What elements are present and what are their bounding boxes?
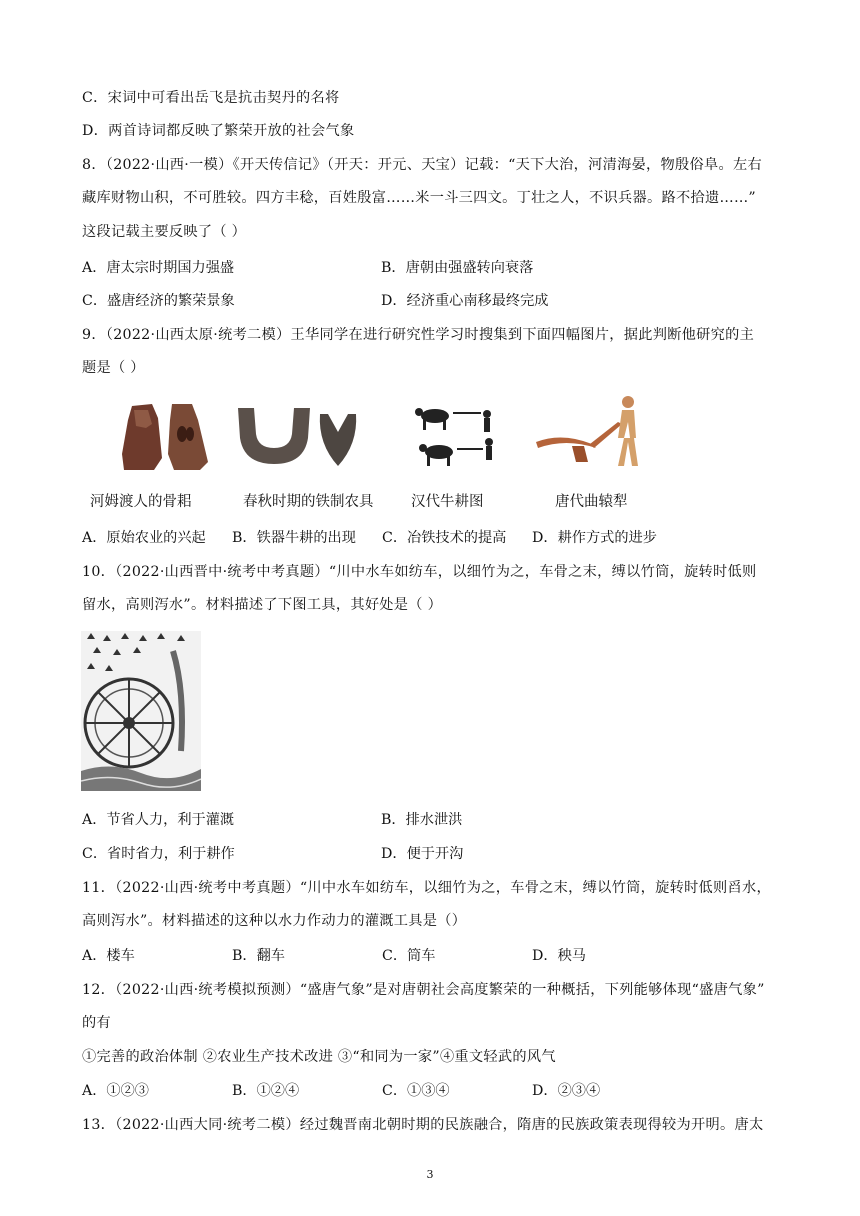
q11-option-b[interactable]: B．翻车 — [232, 948, 285, 964]
iron-tools-image — [234, 404, 370, 470]
q7-option-c: C．宋词中可看出岳飞是抗击契丹的名将 — [82, 90, 340, 106]
q13-stem-line1: 13．（2022·山西大同·统考二模）经过魏晋南北朝时期的民族融合，隋唐的民族政策表现得较为开明。唐太 — [82, 1117, 764, 1133]
q10-option-b[interactable]: B．排水泄洪 — [381, 812, 463, 828]
caption-ox-plowing: 汉代牛耕图 — [411, 494, 484, 510]
q10-option-d[interactable]: D．便于开沟 — [381, 846, 464, 862]
bone-spade-image — [118, 398, 214, 474]
page-number: 3 — [426, 1168, 434, 1181]
q10-option-a[interactable]: A．节省人力，利于灌溉 — [82, 812, 235, 828]
q10-option-c[interactable]: C．省时省力，利于耕作 — [82, 846, 235, 862]
ox-plowing-image — [405, 400, 503, 474]
q12-stem-line2: 的有 — [82, 1015, 111, 1031]
q11-option-c[interactable]: C．筒车 — [382, 948, 436, 964]
water-wheel-image — [81, 631, 201, 791]
q11-stem-line1: 11．（2022·山西·统考中考真题）“川中水车如纺车，以细竹为之，车骨之末，缚以竹筒，旋转时低则舀水， — [82, 880, 771, 896]
q11-stem-line2: 高则泻水”。材料描述的这种以水力作动力的灌溉工具是（） — [82, 913, 467, 929]
q9-stem-line2: 题是（ ） — [82, 360, 145, 376]
q8-option-b[interactable]: B．唐朝由强盛转向衰落 — [381, 260, 534, 276]
q8-option-c[interactable]: C．盛唐经济的繁荣景象 — [82, 293, 235, 309]
caption-iron-tools: 春秋时期的铁制农具 — [243, 494, 374, 510]
q12-option-b[interactable]: B．①②④ — [232, 1083, 300, 1099]
caption-curved-plow: 唐代曲辕犁 — [555, 494, 628, 510]
q8-stem-line1: 8．（2022·山西·一模）《开天传信记》（开天：开元、天宝）记载：“天下大治，河清海晏，物殷俗阜。左右 — [82, 157, 762, 173]
q11-option-d[interactable]: D．秧马 — [532, 948, 586, 964]
q12-option-d[interactable]: D．②③④ — [532, 1083, 601, 1099]
q7-option-d: D．两首诗词都反映了繁荣开放的社会气象 — [82, 123, 355, 139]
q10-stem-line1: 10．（2022·山西晋中·统考中考真题）“川中水车如纺车，以细竹为之，车骨之末，缚以竹筒，旋转时低则 — [82, 564, 757, 580]
curved-plow-image — [532, 392, 648, 472]
q9-option-c[interactable]: C．冶铁技术的提高 — [382, 530, 507, 546]
q8-option-a[interactable]: A．唐太宗时期国力强盛 — [82, 260, 235, 276]
q11-option-a[interactable]: A．楼车 — [82, 948, 135, 964]
q12-stem-line1: 12．（2022·山西·统考模拟预测）“盛唐气象”是对唐朝社会高度繁荣的一种概括，下列能够体现“盛唐气象” — [82, 982, 765, 998]
q12-option-c[interactable]: C．①③④ — [382, 1083, 450, 1099]
q9-stem-line1: 9．（2022·山西太原·统考二模）王华同学在进行研究性学习时搜集到下面四幅图片，据此判断他研究的主 — [82, 327, 755, 343]
q9-option-a[interactable]: A．原始农业的兴起 — [82, 530, 206, 546]
q9-option-d[interactable]: D．耕作方式的进步 — [532, 530, 657, 546]
q12-stem-line3: ①完善的政治体制 ②农业生产技术改进 ③“和同为一家”④重文轻武的风气 — [82, 1049, 556, 1065]
q8-stem-line2: 藏库财物山积，不可胜较。四方丰稔，百姓殷富……米一斗三四文。丁壮之人，不识兵器。路不拾遗……” — [82, 190, 756, 206]
q12-option-a[interactable]: A．①②③ — [82, 1083, 149, 1099]
q9-option-b[interactable]: B．铁器牛耕的出现 — [232, 530, 356, 546]
q8-option-d[interactable]: D．经济重心南移最终完成 — [381, 293, 549, 309]
q10-stem-line2: 留水，高则泻水”。材料描述了下图工具，其好处是（ ） — [82, 597, 443, 613]
q8-stem-line3: 这段记载主要反映了（ ） — [82, 224, 247, 240]
caption-bone-spade: 河姆渡人的骨耜 — [90, 494, 192, 510]
